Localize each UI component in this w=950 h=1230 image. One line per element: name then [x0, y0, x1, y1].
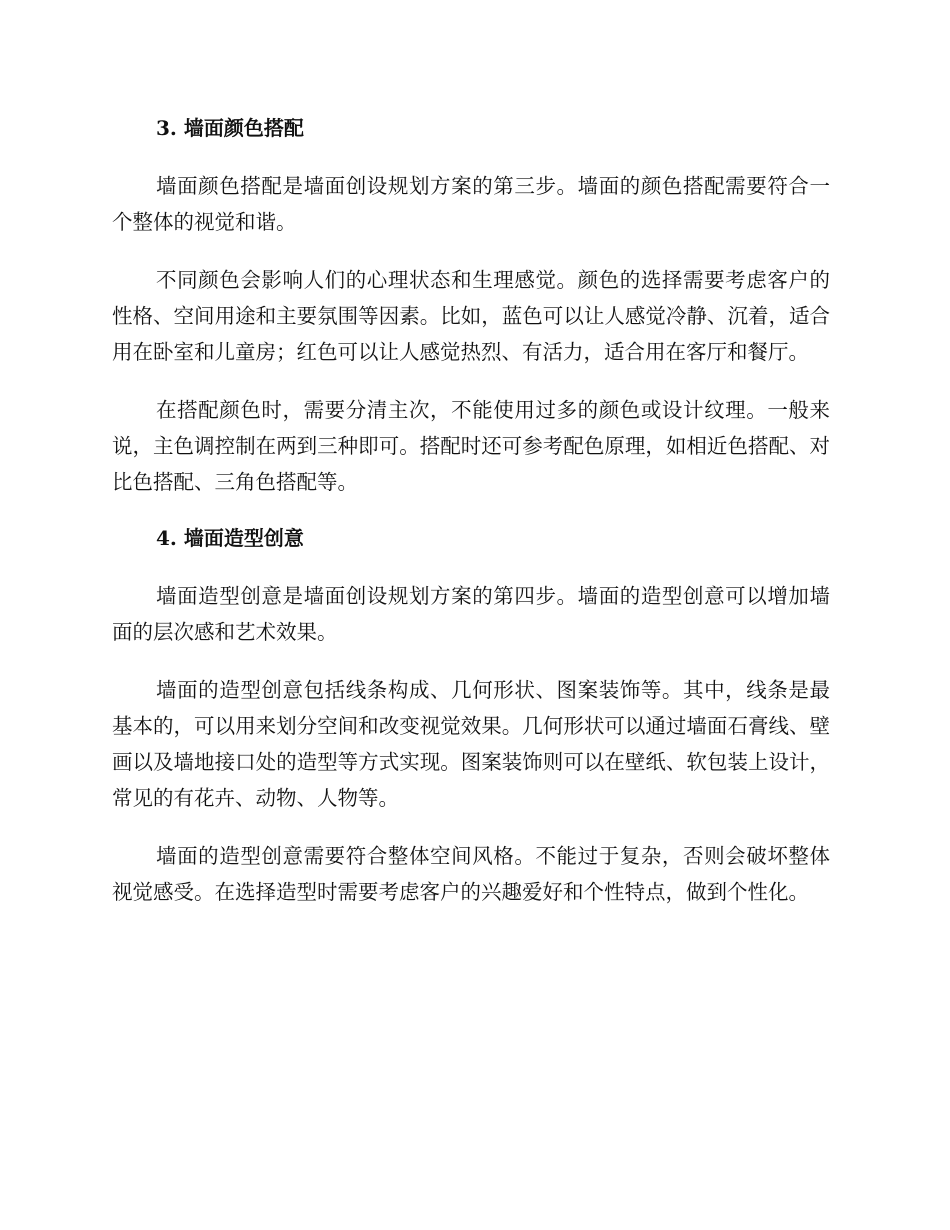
- paragraph: 在搭配颜色时，需要分清主次，不能使用过多的颜色或设计纹理。一般来说，主色调控制在两到三种即可。搭配时还可参考配色原理，如相近色搭配、对比色搭配、三角色搭配等。: [112, 398, 830, 494]
- section-heading-color: 3. 墙面颜色搭配: [156, 116, 304, 140]
- paragraph: 墙面的造型创意包括线条构成、几何形状、图案装饰等。其中，线条是最基本的，可以用来划分空间和改变视觉效果。几何形状可以通过墙面石膏线、壁画以及墙地接口处的造型等方式实现。图案装饰则可以在壁纸、软包装上设计，常见的有花卉、动物、人物等。: [112, 678, 830, 810]
- paragraph: 墙面的造型创意需要符合整体空间风格。不能过于复杂，否则会破坏整体视觉感受。在选择造型时需要考虑客户的兴趣爱好和个性特点，做到个性化。: [112, 844, 830, 904]
- paragraph: 墙面造型创意是墙面创设规划方案的第四步。墙面的造型创意可以增加墙面的层次感和艺术效果。: [112, 584, 830, 644]
- paragraph: 墙面颜色搭配是墙面创设规划方案的第三步。墙面的颜色搭配需要符合一个整体的视觉和谐。: [112, 174, 830, 234]
- paragraph: 不同颜色会影响人们的心理状态和生理感觉。颜色的选择需要考虑客户的性格、空间用途和主要氛围等因素。比如，蓝色可以让人感觉冷静、沉着，适合用在卧室和儿童房；红色可以让人感觉热烈、有活力，适合用在客厅和餐厅。: [112, 268, 830, 364]
- section-heading-shape: 4. 墙面造型创意: [156, 526, 304, 550]
- document-content: [112, 112, 830, 910]
